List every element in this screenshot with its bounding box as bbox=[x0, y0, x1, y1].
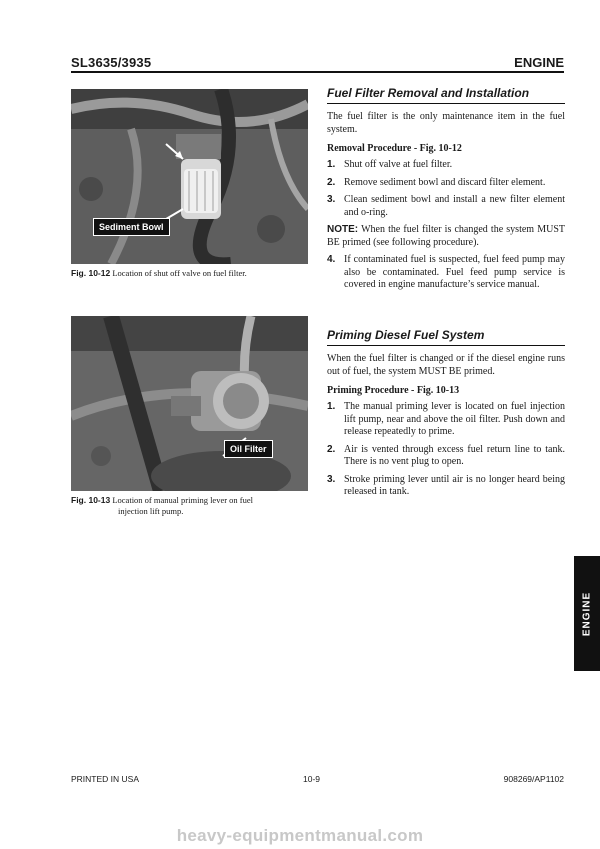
step-number: 1. bbox=[327, 401, 336, 412]
step-number: 2. bbox=[327, 176, 336, 188]
step-text: Air is vented through excess fuel return line to tank. There is no vent plug to open. bbox=[344, 443, 565, 467]
section-title: ENGINE bbox=[514, 55, 564, 70]
figure-caption bbox=[71, 495, 311, 517]
section-heading: Priming Diesel Fuel System bbox=[327, 328, 565, 346]
step-number: 3. bbox=[327, 194, 336, 205]
step-number: 4. bbox=[327, 254, 336, 265]
section-heading: Fuel Filter Removal and Installation bbox=[327, 86, 565, 104]
step-text: Clean sediment bowl and install a new filter element and o-ring. bbox=[344, 194, 565, 218]
oil-filter-callout: Oil Filter bbox=[224, 440, 273, 458]
footer-right: 908269/AP1102 bbox=[503, 774, 564, 784]
note-text: When the fuel filter is changed the system MUST BE primed (see following procedure). bbox=[327, 224, 565, 248]
sediment-bowl-callout: Sediment Bowl bbox=[93, 218, 170, 236]
watermark: heavy-equipmentmanual.com bbox=[176, 826, 424, 845]
procedure-subhead: Priming Procedure - Fig. 10-13 bbox=[327, 385, 460, 396]
procedure-step bbox=[327, 194, 565, 219]
section-tab bbox=[574, 556, 600, 671]
procedure-subhead: Removal Procedure - Fig. 10-12 bbox=[327, 143, 462, 154]
priming-section bbox=[327, 328, 565, 504]
procedure-step bbox=[327, 444, 565, 469]
manual-model: SL3635/3935 bbox=[71, 55, 152, 70]
procedure-step bbox=[327, 401, 565, 439]
step-number: 1. bbox=[327, 159, 336, 170]
procedure-step bbox=[327, 177, 565, 190]
step-text: If contaminated fuel is suspected, fuel feed pump may also be contaminated. Fuel feed pump service is covered in engine manufacture’s service manual. bbox=[344, 254, 565, 290]
priming-lever-photo bbox=[71, 316, 308, 491]
step-number: 2. bbox=[327, 443, 336, 455]
figure-caption bbox=[71, 268, 311, 279]
procedure-step bbox=[327, 254, 565, 292]
note bbox=[327, 224, 565, 249]
step-text: Shut off valve at fuel filter. bbox=[344, 159, 453, 170]
figure-label: Fig. 10-13 bbox=[71, 495, 111, 505]
figure-caption-text: Location of manual priming lever on fuel bbox=[112, 495, 254, 505]
figure-caption-text: Location of shut off valve on fuel filter. bbox=[112, 268, 247, 278]
procedure-step bbox=[327, 159, 565, 172]
section-tab-label: ENGINE bbox=[581, 591, 593, 636]
paragraph: When the fuel filter is changed or if the diesel engine runs out of fuel, the system MUST BE primed. bbox=[327, 353, 565, 377]
step-text: Remove sediment bowl and discard filter element. bbox=[344, 176, 546, 188]
footer-left: PRINTED IN USA bbox=[71, 774, 140, 784]
figure-caption-text: injection lift pump. bbox=[118, 506, 184, 516]
step-text: Stroke priming lever until air is no longer heard being released in tank. bbox=[344, 473, 565, 497]
page-number: 10-9 bbox=[303, 774, 321, 784]
note-label: NOTE: bbox=[327, 224, 359, 235]
header-rule bbox=[71, 71, 564, 73]
fuel-filter-section bbox=[327, 86, 565, 297]
paragraph: The fuel filter is the only maintenance item in the fuel system. bbox=[327, 111, 565, 135]
step-text: The manual priming lever is located on fuel injection lift pump, near and above the oil filter. Push down and release repeatedly to prime. bbox=[344, 401, 565, 437]
fuel-filter-photo bbox=[71, 89, 308, 264]
step-number: 3. bbox=[327, 473, 336, 485]
figure-label: Fig. 10-12 bbox=[71, 268, 111, 278]
procedure-step bbox=[327, 474, 565, 499]
